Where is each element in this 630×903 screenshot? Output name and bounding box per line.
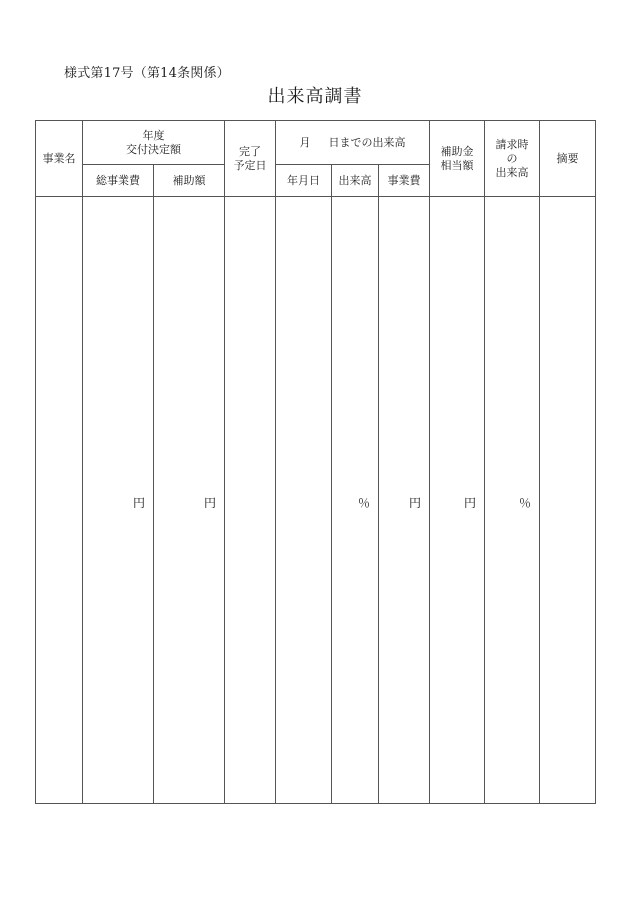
progress-at-claim-line2: の	[506, 151, 518, 165]
header-subsidy-amount: 補助額	[154, 165, 225, 197]
cell-subsidy-equivalent[interactable]	[430, 197, 485, 804]
subsidy-equivalent-line2: 相当額	[440, 158, 474, 172]
cell-progress[interactable]	[332, 197, 379, 804]
entry-row	[36, 197, 596, 804]
progress-at-claim-line3: 出来高	[495, 165, 529, 179]
progress-at-claim-line1: 請求時	[495, 137, 529, 151]
header-completion-date	[225, 121, 276, 197]
header-date: 年月日	[276, 165, 332, 197]
header-grant-decision	[83, 121, 225, 165]
progress-table	[35, 120, 596, 804]
cell-project-name[interactable]	[36, 197, 83, 804]
document-title: 出来高調書	[267, 86, 363, 107]
header-project-cost: 事業費	[379, 165, 430, 197]
header-progress-as-of	[276, 121, 430, 165]
form-number: 様式第17号（第14条関係）	[64, 66, 230, 81]
unit-yen: 円	[203, 495, 216, 510]
header-total-cost: 総事業費	[83, 165, 154, 197]
progress-as-of-month: 月	[299, 135, 311, 149]
unit-yen: 円	[132, 495, 145, 510]
subsidy-equivalent-line1: 補助金	[440, 144, 474, 158]
unit-yen: 円	[464, 495, 477, 510]
unit-percent: ％	[357, 495, 370, 510]
grant-decision-line1: 年度	[142, 128, 165, 142]
header-project-name: 事業名	[36, 121, 83, 197]
header-remarks: 摘要	[540, 121, 596, 197]
cell-completion-date[interactable]	[225, 197, 276, 804]
header-progress: 出来高	[332, 165, 379, 197]
cell-remarks[interactable]	[540, 197, 596, 804]
unit-yen: 円	[409, 495, 422, 510]
cell-project-cost[interactable]	[379, 197, 430, 804]
completion-line2: 予定日	[233, 158, 267, 172]
grant-decision-line2: 交付決定額	[126, 142, 181, 156]
cell-total-cost[interactable]	[83, 197, 154, 804]
progress-as-of-rest: 日までの出来高	[328, 135, 406, 149]
cell-subsidy-amount[interactable]	[154, 197, 225, 804]
header-subsidy-equivalent	[430, 121, 485, 197]
cell-date[interactable]	[276, 197, 332, 804]
unit-percent: ％	[519, 495, 532, 510]
header-row-1	[36, 121, 596, 165]
header-progress-at-claim	[485, 121, 540, 197]
cell-progress-at-claim[interactable]	[485, 197, 540, 804]
completion-line1: 完了	[239, 144, 261, 158]
